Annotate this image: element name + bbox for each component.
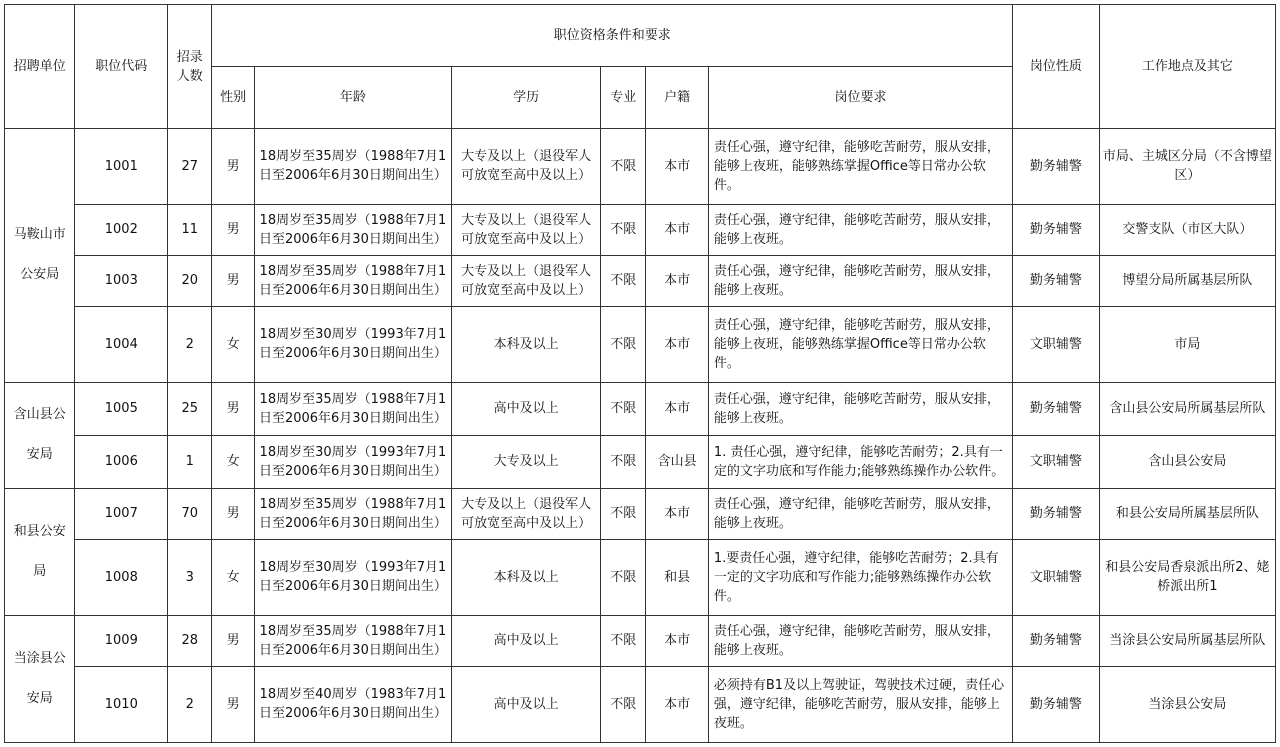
header-age: 年龄 bbox=[254, 67, 451, 129]
recruitment-table bbox=[4, 4, 1276, 743]
education-cell: 本科及以上 bbox=[452, 307, 601, 383]
table-row bbox=[5, 129, 1276, 205]
table-row bbox=[5, 204, 1276, 255]
header-gender: 性别 bbox=[212, 67, 254, 129]
count-cell: 27 bbox=[168, 129, 212, 205]
age-cell: 18周岁至35周岁（1988年7月1日至2006年6月30日期间出生） bbox=[254, 488, 451, 539]
hukou-cell: 本市 bbox=[646, 204, 708, 255]
requirements-cell: 1.要责任心强，遵守纪律，能够吃苦耐劳；2.具有一定的文字功底和写作能力;能够熟练操作办公软件。 bbox=[708, 540, 1012, 616]
unit-cell: 和县公安局 bbox=[5, 488, 75, 615]
age-cell: 18周岁至30周岁（1993年7月1日至2006年6月30日期间出生） bbox=[254, 435, 451, 488]
hukou-cell: 本市 bbox=[646, 129, 708, 205]
requirements-cell: 责任心强，遵守纪律，能够吃苦耐劳，服从安排，能够上夜班，能够熟练掌握Office等日常办公软件。 bbox=[708, 307, 1012, 383]
count-cell: 11 bbox=[168, 204, 212, 255]
requirements-cell: 必须持有B1及以上驾驶证，驾驶技术过硬，责任心强，遵守纪律，能够吃苦耐劳，服从安排，能够上夜班。 bbox=[708, 666, 1012, 742]
major-cell: 不限 bbox=[601, 204, 646, 255]
count-cell: 20 bbox=[168, 255, 212, 306]
hukou-cell: 本市 bbox=[646, 488, 708, 539]
nature-cell: 勤务辅警 bbox=[1013, 615, 1100, 666]
table-row bbox=[5, 307, 1276, 383]
header-nature: 岗位性质 bbox=[1013, 5, 1100, 129]
code-cell: 1002 bbox=[75, 204, 168, 255]
gender-cell: 男 bbox=[212, 488, 254, 539]
gender-cell: 女 bbox=[212, 435, 254, 488]
gender-cell: 男 bbox=[212, 129, 254, 205]
hukou-cell: 本市 bbox=[646, 307, 708, 383]
age-cell: 18周岁至40周岁（1983年7月1日至2006年6月30日期间出生） bbox=[254, 666, 451, 742]
major-cell: 不限 bbox=[601, 129, 646, 205]
major-cell: 不限 bbox=[601, 615, 646, 666]
major-cell: 不限 bbox=[601, 488, 646, 539]
header-hukou: 户籍 bbox=[646, 67, 708, 129]
count-cell: 2 bbox=[168, 307, 212, 383]
gender-cell: 男 bbox=[212, 666, 254, 742]
count-cell: 28 bbox=[168, 615, 212, 666]
location-cell: 含山县公安局所属基层所队 bbox=[1099, 382, 1275, 435]
location-cell: 和县公安局香泉派出所2、姥桥派出所1 bbox=[1099, 540, 1275, 616]
gender-cell: 男 bbox=[212, 204, 254, 255]
education-cell: 高中及以上 bbox=[452, 615, 601, 666]
table-row bbox=[5, 382, 1276, 435]
nature-cell: 文职辅警 bbox=[1013, 435, 1100, 488]
age-cell: 18周岁至35周岁（1988年7月1日至2006年6月30日期间出生） bbox=[254, 129, 451, 205]
age-cell: 18周岁至30周岁（1993年7月1日至2006年6月30日期间出生） bbox=[254, 540, 451, 616]
nature-cell: 勤务辅警 bbox=[1013, 666, 1100, 742]
hukou-cell: 本市 bbox=[646, 255, 708, 306]
location-cell: 交警支队（市区大队） bbox=[1099, 204, 1275, 255]
nature-cell: 文职辅警 bbox=[1013, 540, 1100, 616]
code-cell: 1003 bbox=[75, 255, 168, 306]
requirements-cell: 责任心强，遵守纪律，能够吃苦耐劳，服从安排，能够上夜班。 bbox=[708, 615, 1012, 666]
header-code: 职位代码 bbox=[75, 5, 168, 129]
code-cell: 1004 bbox=[75, 307, 168, 383]
hukou-cell: 和县 bbox=[646, 540, 708, 616]
table-row bbox=[5, 255, 1276, 306]
location-cell: 含山县公安局 bbox=[1099, 435, 1275, 488]
education-cell: 大专及以上 bbox=[452, 435, 601, 488]
gender-cell: 女 bbox=[212, 307, 254, 383]
age-cell: 18周岁至35周岁（1988年7月1日至2006年6月30日期间出生） bbox=[254, 615, 451, 666]
major-cell: 不限 bbox=[601, 382, 646, 435]
gender-cell: 男 bbox=[212, 255, 254, 306]
nature-cell: 勤务辅警 bbox=[1013, 488, 1100, 539]
count-cell: 3 bbox=[168, 540, 212, 616]
education-cell: 大专及以上（退役军人可放宽至高中及以上） bbox=[452, 488, 601, 539]
count-cell: 2 bbox=[168, 666, 212, 742]
nature-cell: 勤务辅警 bbox=[1013, 255, 1100, 306]
unit-cell: 马鞍山市公安局 bbox=[5, 129, 75, 383]
header-row-1 bbox=[5, 5, 1276, 67]
requirements-cell: 责任心强，遵守纪律，能够吃苦耐劳，服从安排，能够上夜班。 bbox=[708, 255, 1012, 306]
major-cell: 不限 bbox=[601, 307, 646, 383]
requirements-cell: 责任心强，遵守纪律，能够吃苦耐劳，服从安排，能够上夜班。 bbox=[708, 204, 1012, 255]
nature-cell: 勤务辅警 bbox=[1013, 382, 1100, 435]
education-cell: 本科及以上 bbox=[452, 540, 601, 616]
unit-cell: 当涂县公安局 bbox=[5, 615, 75, 742]
age-cell: 18周岁至35周岁（1988年7月1日至2006年6月30日期间出生） bbox=[254, 204, 451, 255]
location-cell: 博望分局所属基层所队 bbox=[1099, 255, 1275, 306]
location-cell: 和县公安局所属基层所队 bbox=[1099, 488, 1275, 539]
gender-cell: 男 bbox=[212, 615, 254, 666]
requirements-cell: 责任心强，遵守纪律，能够吃苦耐劳，服从安排，能够上夜班。 bbox=[708, 382, 1012, 435]
gender-cell: 男 bbox=[212, 382, 254, 435]
header-education: 学历 bbox=[452, 67, 601, 129]
gender-cell: 女 bbox=[212, 540, 254, 616]
education-cell: 大专及以上（退役军人可放宽至高中及以上） bbox=[452, 129, 601, 205]
requirements-cell: 责任心强，遵守纪律，能够吃苦耐劳，服从安排，能够上夜班，能够熟练掌握Office等日常办公软件。 bbox=[708, 129, 1012, 205]
code-cell: 1010 bbox=[75, 666, 168, 742]
table-row bbox=[5, 666, 1276, 742]
education-cell: 高中及以上 bbox=[452, 666, 601, 742]
hukou-cell: 本市 bbox=[646, 615, 708, 666]
code-cell: 1005 bbox=[75, 382, 168, 435]
header-count: 招录人数 bbox=[168, 5, 212, 129]
nature-cell: 勤务辅警 bbox=[1013, 204, 1100, 255]
nature-cell: 文职辅警 bbox=[1013, 307, 1100, 383]
code-cell: 1006 bbox=[75, 435, 168, 488]
hukou-cell: 本市 bbox=[646, 666, 708, 742]
hukou-cell: 本市 bbox=[646, 382, 708, 435]
education-cell: 高中及以上 bbox=[452, 382, 601, 435]
table-row bbox=[5, 615, 1276, 666]
location-cell: 当涂县公安局 bbox=[1099, 666, 1275, 742]
header-requirements: 岗位要求 bbox=[708, 67, 1012, 129]
count-cell: 25 bbox=[168, 382, 212, 435]
code-cell: 1008 bbox=[75, 540, 168, 616]
unit-cell: 含山县公安局 bbox=[5, 382, 75, 488]
code-cell: 1009 bbox=[75, 615, 168, 666]
location-cell: 市局 bbox=[1099, 307, 1275, 383]
code-cell: 1007 bbox=[75, 488, 168, 539]
major-cell: 不限 bbox=[601, 540, 646, 616]
major-cell: 不限 bbox=[601, 435, 646, 488]
education-cell: 大专及以上（退役军人可放宽至高中及以上） bbox=[452, 255, 601, 306]
count-cell: 70 bbox=[168, 488, 212, 539]
header-major: 专业 bbox=[601, 67, 646, 129]
header-qualifications: 职位资格条件和要求 bbox=[212, 5, 1013, 67]
location-cell: 市局、主城区分局（不含博望区） bbox=[1099, 129, 1275, 205]
age-cell: 18周岁至30周岁（1993年7月1日至2006年6月30日期间出生） bbox=[254, 307, 451, 383]
hukou-cell: 含山县 bbox=[646, 435, 708, 488]
table-row bbox=[5, 540, 1276, 616]
table-row bbox=[5, 435, 1276, 488]
education-cell: 大专及以上（退役军人可放宽至高中及以上） bbox=[452, 204, 601, 255]
header-location: 工作地点及其它 bbox=[1099, 5, 1275, 129]
table-row bbox=[5, 488, 1276, 539]
requirements-cell: 责任心强，遵守纪律，能够吃苦耐劳，服从安排，能够上夜班。 bbox=[708, 488, 1012, 539]
nature-cell: 勤务辅警 bbox=[1013, 129, 1100, 205]
major-cell: 不限 bbox=[601, 255, 646, 306]
location-cell: 当涂县公安局所属基层所队 bbox=[1099, 615, 1275, 666]
code-cell: 1001 bbox=[75, 129, 168, 205]
major-cell: 不限 bbox=[601, 666, 646, 742]
age-cell: 18周岁至35周岁（1988年7月1日至2006年6月30日期间出生） bbox=[254, 255, 451, 306]
header-unit: 招聘单位 bbox=[5, 5, 75, 129]
requirements-cell: 1. 责任心强，遵守纪律，能够吃苦耐劳；2.具有一定的文字功底和写作能力;能够熟练操作办公软件。 bbox=[708, 435, 1012, 488]
age-cell: 18周岁至35周岁（1988年7月1日至2006年6月30日期间出生） bbox=[254, 382, 451, 435]
count-cell: 1 bbox=[168, 435, 212, 488]
